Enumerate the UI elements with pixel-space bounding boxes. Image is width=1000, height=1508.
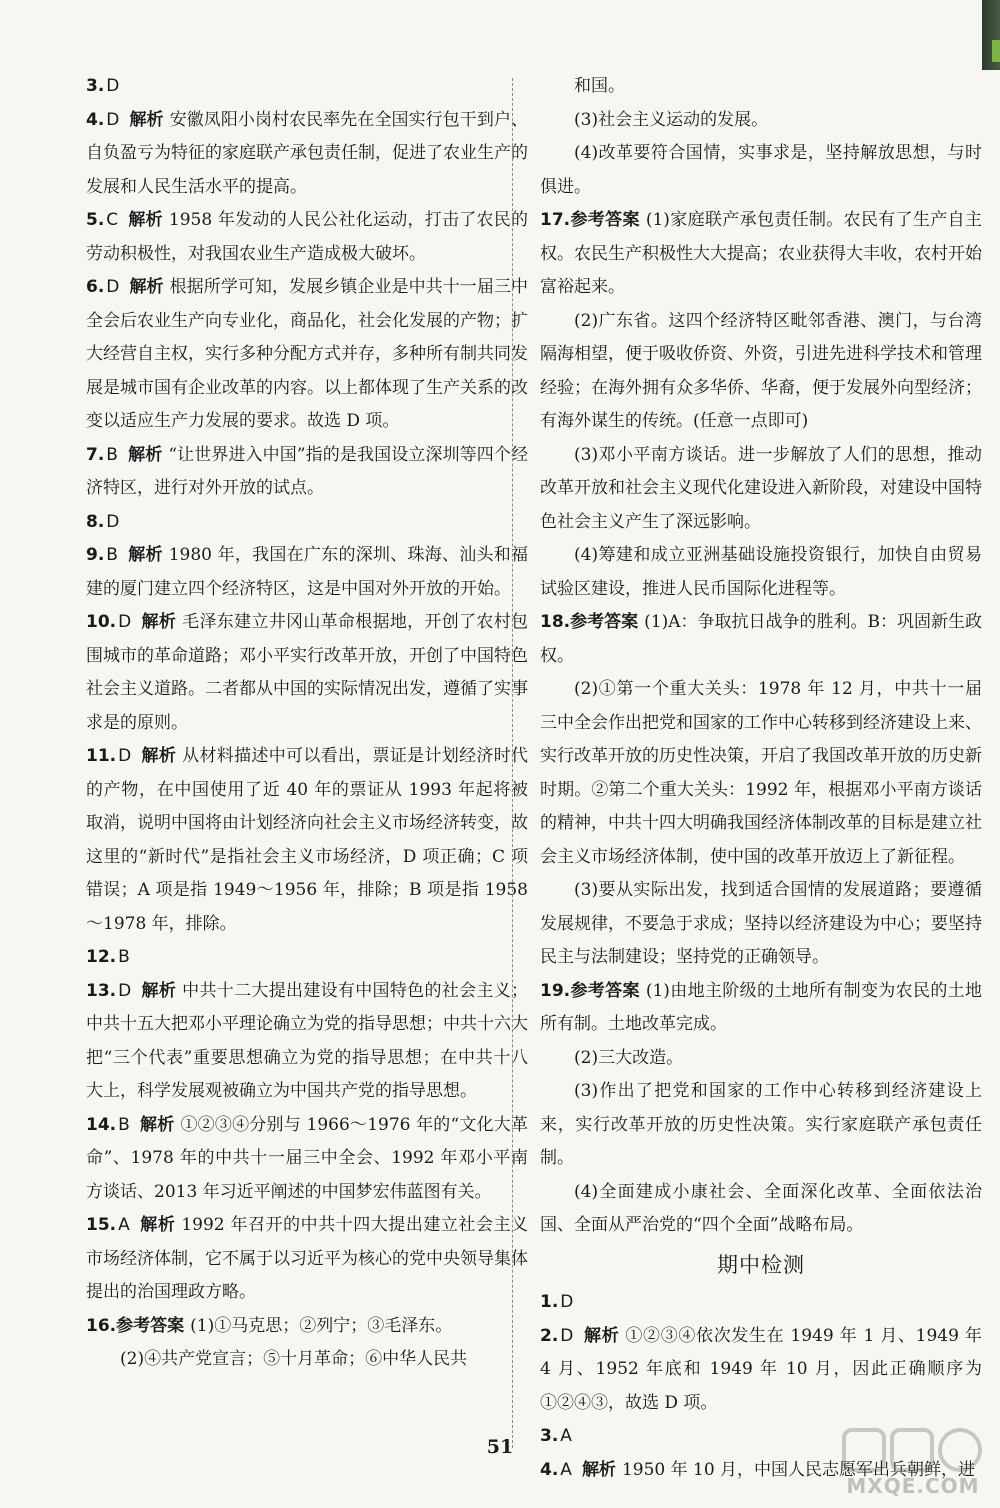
answer-sub: (2)三大改造。: [574, 1047, 684, 1068]
question-number: 19.: [540, 980, 571, 1001]
column-divider: [512, 78, 513, 1448]
question-item: [86, 740, 528, 941]
question-explanation: 1980 年，我国在广东的深圳、珠海、汕头和福建的厦门建立四个经济特区，这是中国对外开放的开始。: [86, 545, 528, 599]
analysis-tag: 解析: [141, 980, 177, 1001]
question-explanation: “让世界进入中国”指的是我国设立深圳等四个经济特区，进行对外开放的试点。: [86, 444, 529, 498]
question-item: [86, 941, 528, 975]
analysis-tag: 解析: [141, 612, 177, 632]
question-answer: D: [118, 980, 132, 1001]
question-item: [86, 271, 528, 439]
question-item: [86, 506, 528, 540]
question-item: [86, 70, 528, 104]
analysis-tag: 解析: [139, 1215, 176, 1235]
question-number: 18.: [540, 612, 571, 632]
q16-continuation: 和国。: [574, 76, 625, 96]
analysis-tag: 参考答案: [570, 210, 640, 230]
question-item: [540, 606, 982, 673]
question-number: 11.: [86, 746, 117, 766]
question-answer: A: [118, 1215, 130, 1235]
question-item: [540, 1320, 982, 1421]
question-number: 15.: [86, 1215, 117, 1235]
question-item: [86, 1310, 528, 1344]
analysis-tag: 参考答案: [570, 980, 640, 1001]
question-answer: B: [118, 947, 130, 967]
question-answer: D: [106, 109, 120, 130]
section-title: 期中检测: [717, 1252, 805, 1277]
analysis-tag: 解析: [129, 277, 164, 297]
question-answer: D: [118, 612, 132, 632]
q16-sub-2: (2)④共产党宣言；⑤十月革命；⑥中华人民共: [120, 1349, 468, 1369]
question-explanation: 从材料描述中可以看出，票证是计划经济时代的产物，在中国使用了近 40 年的票证从 1993 年起将被取消，说明中国将由计划经济向社会主义市场经济转变，故这里的“新时代”是指社会主义市场经济，D 项正确；C 项错误；A 项是指 1949～1956 年，排除；B 项是指 1958～1978 年，排除。: [86, 746, 529, 934]
question-answer: D: [560, 1325, 574, 1346]
question-answer: B: [106, 545, 118, 565]
answer-sub: (2)①第一个重大关头：1978 年 12 月，中共十一届三中全会作出把党和国家的工作中心转移到经济建设上来、实行改革开放的历史性决策，开启了我国改革开放的历史新时期。②第二个重大关头：1992 年，根据邓小平南方谈话的精神，中共十四大明确我国经济体制改革的目标是建立社会主义市场经济体制，使中国的改革开放迈上了新征程。: [540, 679, 982, 867]
question-item: [86, 1209, 528, 1310]
question-answer: A: [560, 1426, 572, 1446]
question-number: 17.: [540, 210, 571, 230]
question-number: 13.: [86, 980, 117, 1001]
question-item: [86, 539, 528, 606]
question-item: [540, 975, 982, 1042]
question-answer: D: [560, 1292, 574, 1312]
question-item: [86, 1109, 528, 1210]
answer-sub: (3)作出了把党和国家的工作中心转移到经济建设上来，实行改革开放的历史性决策。实行家庭联产承包责任制。: [540, 1081, 982, 1168]
page-number: 51: [486, 1436, 514, 1458]
answer-sub: (2)广东省。这四个经济特区毗邻香港、澳门，与台湾隔海相望，便于吸收侨资、外资，引进先进科学技术和管理经验；在海外拥有众多华侨、华裔，便于发展外向型经济；有海外谋生的传统。(任意一点即可): [540, 310, 982, 431]
question-number: 3.: [540, 1426, 559, 1446]
q16-sub: (4)改革要符合国情，实事求是，坚持解放思想，与时俱进。: [540, 143, 982, 197]
question-answer: C: [106, 210, 119, 230]
analysis-tag: 解析: [127, 444, 163, 465]
analysis-tag: 解析: [129, 109, 164, 130]
question-number: 16.: [86, 1315, 117, 1336]
question-answer: D: [106, 76, 120, 96]
corner-tab-mark: [982, 0, 1000, 70]
question-explanation: 根据所学可知，发展乡镇企业是中共十一届三中全会后农业生产向专业化，商品化，社会化发展的产物；扩大经营自主权，实行多种分配方式并存，多种所有制共同发展是城市国有企业改革的内容。以上都体现了生产关系的改变以适应生产力发展的要求。故选 D 项。: [86, 277, 529, 431]
question-item: [86, 104, 528, 205]
right-column: [540, 70, 982, 1487]
analysis-tag: 参考答案: [116, 1315, 185, 1336]
question-explanation: 安徽凤阳小岗村农民率先在全国实行包干到户、自负盈亏为特征的家庭联产承包责任制，促进了农业生产的发展和人民生活水平的提高。: [86, 109, 529, 197]
question-number: 8.: [86, 511, 105, 532]
question-number: 1.: [540, 1292, 559, 1312]
question-number: 12.: [86, 947, 117, 967]
question-explanation: 1958 年发动的人民公社化运动，打击了农民的劳动积极性，对我国农业生产造成极大破坏。: [86, 210, 529, 264]
answer-sub: (4)全面建成小康社会、全面深化改革、全面依法治国、全面从严治党的“四个全面”战略布局。: [540, 1181, 982, 1235]
question-number: 5.: [86, 210, 105, 230]
analysis-tag: 解析: [128, 210, 163, 230]
question-explanation: (1)A：争取抗日战争的胜利。B：巩固新生政权。: [540, 612, 983, 666]
question-answer: B: [106, 444, 118, 465]
question-number: 14.: [86, 1114, 117, 1135]
question-explanation: 中共十二大提出建设有中国特色的社会主义；中共十五大把邓小平理论确立为党的指导思想；中共十六大把“三个代表”重要思想确立为党的指导思想；在中共十八大上，科学发展观被确立为中国共产党的指导思想。: [86, 980, 529, 1101]
question-number: 3.: [86, 76, 105, 96]
question-number: 10.: [86, 612, 117, 632]
analysis-tag: 参考答案: [570, 612, 639, 632]
analysis-tag: 解析: [583, 1325, 620, 1346]
question-explanation: (1)家庭联产承包责任制。农民有了生产自主权。农民生产积极性大大提高；农业获得大丰收，农村开始富裕起来。: [540, 210, 982, 297]
question-answer: B: [118, 1114, 130, 1135]
question-number: 2.: [540, 1325, 559, 1346]
question-item: [86, 439, 528, 506]
question-explanation: 1950 年 10 月，中国人民志愿军出兵朝鲜，进: [621, 1459, 976, 1480]
question-item: [540, 204, 982, 305]
answer-sub: (3)要从实际出发，找到适合国情的发展道路；要遵循发展规律，不要急于求成；坚持以经济建设为中心；要坚持民主与法制建设；坚持党的正确领导。: [540, 880, 982, 967]
question-number: 4.: [540, 1459, 559, 1480]
watermark: [838, 1426, 988, 1498]
watermark-text: MXQE.COM: [846, 1474, 980, 1498]
question-item: [540, 1286, 982, 1320]
answer-sub: (4)筹建和成立亚洲基础设施投资银行，加快自由贸易试验区建设，推进人民币国际化进程等。: [540, 545, 982, 599]
answer-site-logo-icon: [838, 1426, 988, 1476]
question-explanation: (1)由地主阶级的土地所有制变为农民的土地所有制。土地改革完成。: [540, 980, 982, 1034]
analysis-tag: 解析: [141, 746, 177, 766]
question-item: [86, 975, 528, 1109]
question-answer: D: [106, 511, 120, 532]
question-answer: A: [560, 1459, 572, 1480]
question-answer: D: [106, 277, 120, 297]
answer-sub: (3)邓小平南方谈话。进一步解放了人们的思想，推动改革开放和社会主义现代化建设进入新阶段，对建设中国特色社会主义产生了深远影响。: [540, 444, 982, 532]
q16-sub: (3)社会主义运动的发展。: [574, 109, 769, 130]
question-item: [86, 204, 528, 271]
question-explanation: ①②③④分别与 1966～1976 年的“文化大革命”、1978 年的中共十一届三中全会、1992 年邓小平南方谈话、2013 年习近平阐述的中国梦宏伟蓝图有关。: [86, 1114, 529, 1202]
question-explanation: (1)①马克思；②列宁；③毛泽东。: [190, 1315, 453, 1336]
question-number: 6.: [86, 277, 105, 297]
left-column: [86, 70, 528, 1377]
question-number: 4.: [86, 109, 105, 130]
question-answer: D: [118, 746, 132, 766]
question-item: [86, 606, 528, 740]
question-explanation: ①②③④依次发生在 1949 年 1 月、1949 年 4 月、1952 年底和 1949 年 10 月，因此正确顺序为①②④③，故选 D 项。: [540, 1325, 983, 1413]
analysis-tag: 解析: [139, 1114, 175, 1135]
question-explanation: 1992 年召开的中共十四大提出建立社会主义市场经济体制，它不属于以习近平为核心的党中央领导集体提出的治国理政方略。: [86, 1215, 529, 1302]
question-number: 7.: [86, 444, 105, 465]
analysis-tag: 解析: [127, 545, 163, 565]
question-number: 9.: [86, 545, 105, 565]
analysis-tag: 解析: [581, 1459, 616, 1480]
question-explanation: 毛泽东建立井冈山革命根据地，开创了农村包围城市的革命道路；邓小平实行改革开放，开创了中国特色社会主义道路。二者都从中国的实际情况出发，遵循了实事求是的原则。: [86, 612, 529, 733]
